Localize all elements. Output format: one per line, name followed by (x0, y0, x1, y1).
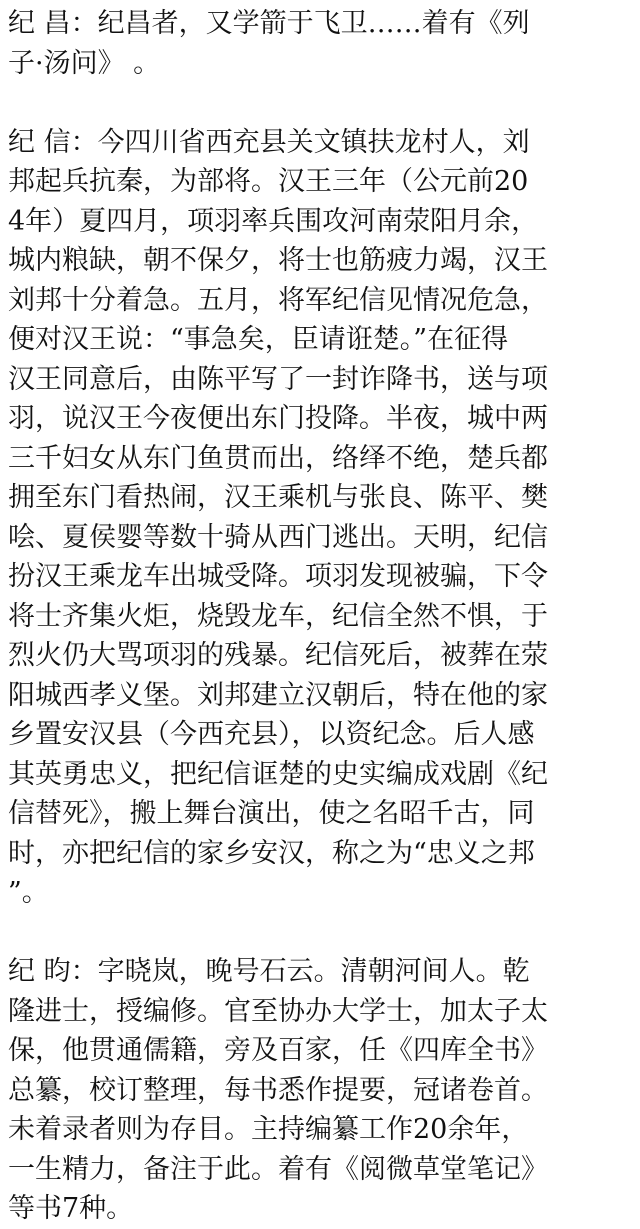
text-line: 刘邦十分着急。五月，将军纪信见情况危急， (8, 284, 548, 316)
text-line: 时，亦把纪信的家乡安汉，称之为“忠义之邦 (8, 837, 535, 869)
text-line: 城内粮缺，朝不保夕，将士也筋疲力竭，汉王 (8, 245, 548, 276)
text-line: 拥至东门看热闹，汉王乘机与张良、陈平、樊 (8, 482, 548, 513)
text-line: 阳城西孝义堡。刘邦建立汉朝后，特在他的家 (8, 679, 548, 711)
text-line: 邦起兵抗秦，为部将。汉王三年（公元前20 (8, 166, 529, 197)
paragraph-gap (8, 83, 632, 123)
text-line: 烈火仍大骂项羽的残暴。纪信死后，被葬在荥 (8, 640, 548, 671)
text-line: 扮汉王乘龙车出城受降。项羽发现被骗，下令 (8, 561, 548, 592)
text-line: 子·汤问》 。 (8, 47, 161, 79)
entry-ji-chang (8, 4, 632, 83)
text-line: 未着录者则为存目。主持编纂工作20余年， (8, 1114, 529, 1145)
paragraph-gap (8, 913, 632, 953)
text-line: 汉王同意后，由陈平写了一封诈降书，送与项 (8, 363, 548, 395)
text-line: 隆进士，授编修。官至协办大学士，加太子太 (8, 995, 548, 1027)
text-line: 便对汉王说：“事急矣，臣请诳楚。”在征得 (8, 324, 509, 355)
entry-ji-yun (8, 952, 632, 1229)
text-line: 纪 昀：字晓岚，晚号石云。清朝河间人。乾 (8, 956, 530, 987)
text-line: 保，他贯通儒籍，旁及百家，任《四库全书》 (8, 1035, 548, 1066)
text-line: 哙、夏侯婴等数十骑从西门逃出。天明，纪信 (8, 521, 548, 553)
text-line: 将士齐集火炬，烧毁龙车，纪信全然不惧，于 (8, 600, 548, 632)
text-line: 乡置安汉县（今西充县），以资纪念。后人感 (8, 719, 535, 750)
entry-ji-xin (8, 123, 632, 913)
text-line: 其英勇忠义，把纪信诓楚的史实编成戏剧《纪 (8, 758, 548, 790)
text-line: 总纂，校订整理，每书悉作提要，冠诸卷首。 (8, 1074, 548, 1106)
text-line: 信替死》，搬上舞台演出，使之名昭千古，同 (8, 798, 535, 829)
text-line: 一生精力，备注于此。着有《阅微草堂笔记》 (8, 1153, 548, 1185)
text-line: 4年）夏四月，项羽率兵围攻河南荥阳月余， (8, 205, 539, 237)
text-line: 纪 信：今四川省西充县关文镇扶龙村人，刘 (8, 126, 530, 158)
text-line: 羽，说汉王今夜便出东门投降。半夜，城中两 (8, 403, 548, 434)
document-page (8, 4, 632, 1229)
text-line: ”。 (8, 877, 49, 908)
text-line: 纪 昌：纪昌者，又学箭于飞卫……着有《列 (8, 8, 530, 39)
text-line: 三千妇女从东门鱼贯而出，络绎不绝，楚兵都 (8, 442, 548, 474)
text-line: 等书7种。 (8, 1193, 134, 1224)
